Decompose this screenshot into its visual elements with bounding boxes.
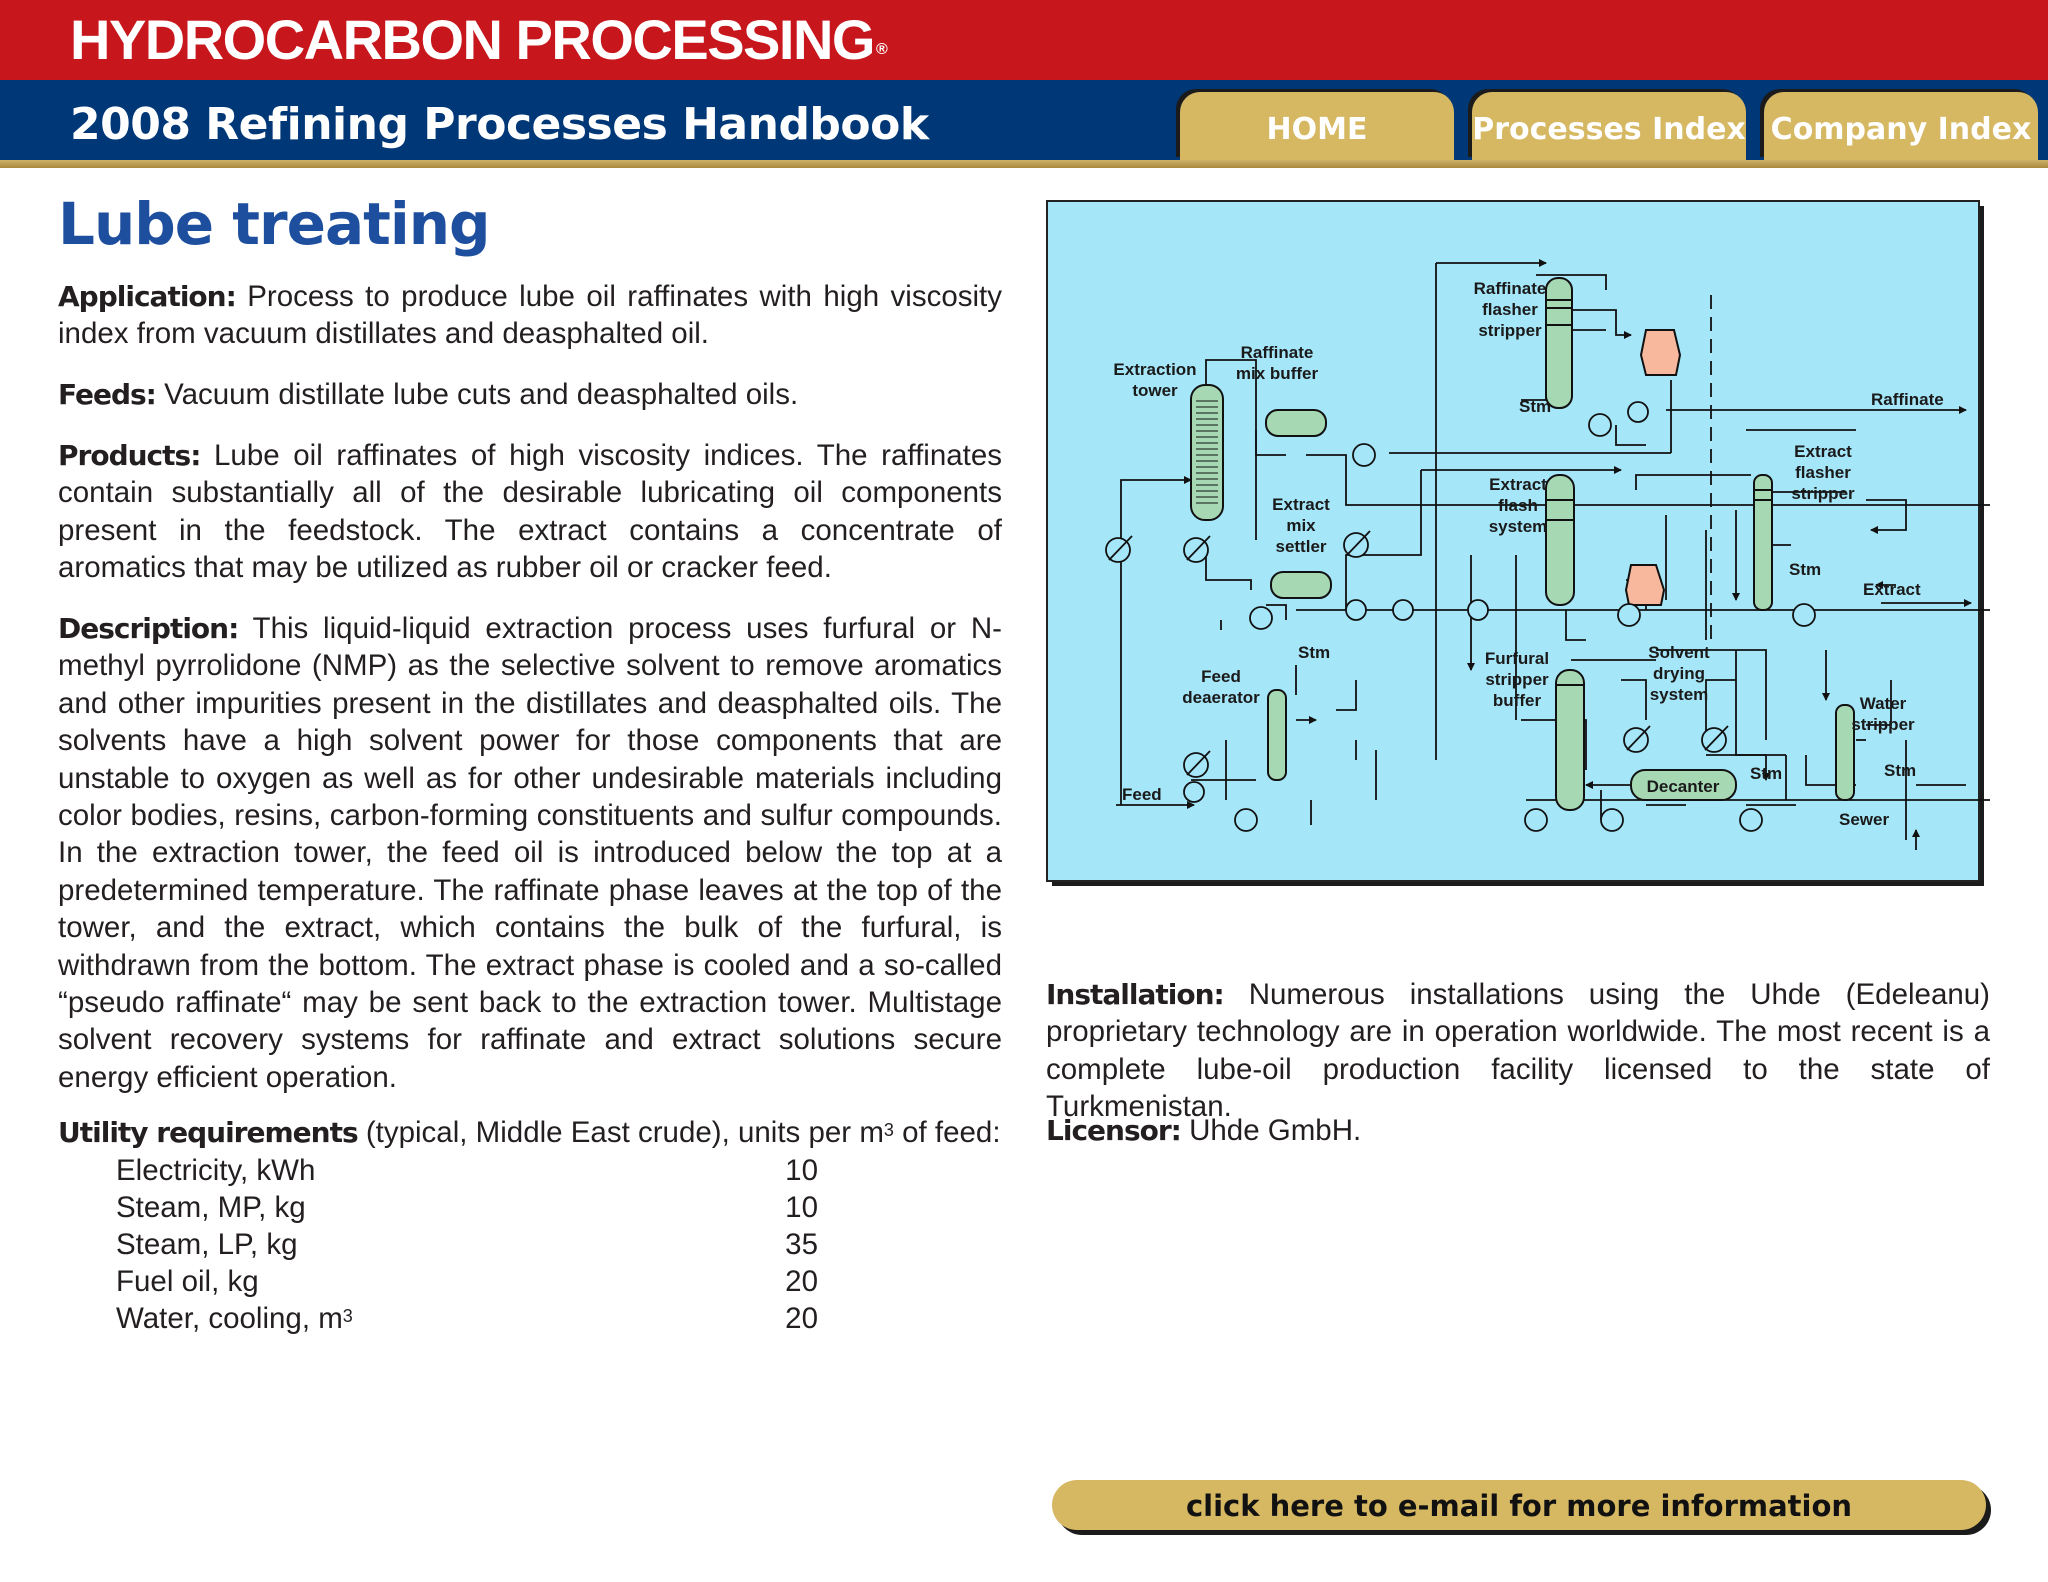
exchanger-wave-icon [1184,782,1204,802]
pump-icon [1250,607,1272,629]
feeds-paragraph [58,376,1002,413]
products-text: Lube oil raffinates of high viscosity indices. The raffinates contain substantially all of the desirable lubricating oil components present in the feedstock. The extract contains a concentrate of aromatics that may be utilized as rubber oil or cracker feed. [58,439,1002,585]
utility-value: 35 [785,1228,818,1261]
utility-row [116,1263,816,1300]
label-feed-deaerator: deaerator [1182,688,1260,707]
utility-label: Utility requirements [58,1116,358,1149]
svg-text:Furfuralstripperbuffer [1485,649,1549,710]
utility-text-a: (typical, Middle East crude), units per m [357,1116,884,1149]
utility-name: Fuel oil, kg [116,1265,259,1298]
raffinate-furnace [1641,330,1680,375]
utility-name: Steam, MP, kg [116,1191,306,1224]
label-extract-flash-system: Extract [1489,475,1547,494]
utility-text-b: of feed: [893,1116,1001,1149]
description-paragraph [58,610,1002,1096]
pump-icon [1353,444,1375,466]
licensor-text: Uhde GmbH. [1180,1114,1362,1147]
label-extract-flasher-stripper: Extract [1794,442,1852,461]
installation-text: Numerous installations using the Uhde (Edeleanu) proprietary technology are in operation worldwide. The most recent is a complete lube-oil production facility licensed to the state of Turkmenistan. [1046,978,1990,1124]
label-solvent-drying-system: system [1649,685,1709,704]
pump-icon [1235,809,1257,831]
pump-icon [1793,604,1815,626]
installation-label: Installation: [1046,978,1224,1011]
label-raffinate-flasher-stripper: stripper [1478,321,1542,340]
label-extract-mix-settler: Extract [1272,495,1330,514]
label-extract-mix-settler: mix [1286,516,1316,535]
tab-company-index[interactable]: Company Index [1764,92,2038,160]
label-feed: Feed [1122,785,1162,804]
pump-icon [1589,414,1611,436]
utility-value: 20 [785,1265,818,1298]
label-extraction-tower: tower [1132,381,1178,400]
registered-mark: ® [875,41,887,58]
utility-name: Electricity, kWh [116,1154,316,1187]
products-paragraph [58,437,1002,587]
feed-deaerator [1268,690,1286,780]
feeds-label: Feeds: [58,378,156,411]
label-extraction-tower: Extraction [1113,360,1197,379]
svg-text:Solventdryingsystem [1648,643,1710,704]
furfural-stripper-buffer [1556,670,1584,810]
label-raffinate-flasher-stripper: flasher [1482,300,1538,319]
label-furfural-stripper-buffer: buffer [1492,691,1542,710]
exchanger-wave-icon [1628,402,1648,422]
label-sewer: Sewer [1839,810,1890,829]
label-extract-product: Extract [1863,580,1921,599]
label-feed-deaerator: Feed [1201,667,1241,686]
label-extract-flasher-stripper: flasher [1795,463,1851,482]
exchanger-wave-icon [1346,600,1366,620]
label-raffinate-product: Raffinate [1871,390,1944,409]
application-label: Application: [58,280,236,313]
licensor-paragraph [1046,1112,1990,1149]
utility-name: Steam, LP, kg [116,1228,298,1261]
brand-logo[interactable] [70,4,886,76]
tab-home[interactable]: HOME [1180,92,1454,160]
label-stm: Stm [1789,560,1822,579]
handbook-title: 2008 Refining Processes Handbook [70,99,929,150]
pump-icon [1525,809,1547,831]
description-label: Description: [58,612,239,645]
header-gold-divider [0,160,2048,168]
label-raffinate-flasher-stripper: Raffinate [1473,279,1547,298]
svg-text:Extractflasherstripper [1791,442,1855,503]
description-text: This liquid-liquid extraction process uses furfural or N-methyl pyrrolidone (NMP) as the selective solvent to remove aromatics and other impurities present in the distillates and deasphalted oils. The solvents have a high solvent power for those components that are unstable to oxygen as well as for other undesirable materials including color bodies, resins, carbon-forming constituents and sulfur compounds. In the extraction tower, the feed oil is introduced below the top at a predetermined temperature. The raffinate phase leaves at the top of the tower, and the extract, which contains the bulk of the furfural, is withdrawn from the bottom. The extract phase is cooled and a so-called “pseudo raffinate“ may be sent back to the extraction tower. Multistage solvent recovery systems for raffinate and extract solutions secure energy efficient operation. [58,612,1002,1094]
label-stm: Stm [1519,397,1552,416]
extract-mix-settler [1271,572,1331,598]
utility-sup: 3 [883,1120,894,1140]
utility-row [116,1300,816,1337]
svg-text:Raffinateflasherstripper [1474,279,1547,340]
extraction-tower-trays [1196,400,1218,505]
application-paragraph [58,278,1002,353]
utility-value: 10 [785,1154,818,1187]
label-raffinate-mix-buffer: Raffinate [1240,343,1314,362]
extract-furnace [1626,565,1664,605]
brand-name: HYDROCARBON PROCESSING [70,8,874,71]
page-title: Lube treating [58,190,490,258]
utility-value: 20 [785,1302,818,1335]
exchanger-wave-icon [1393,600,1413,620]
label-extract-flasher-stripper: stripper [1791,484,1855,503]
installation-paragraph [1046,976,1990,1126]
label-stm: Stm [1298,643,1331,662]
pump-icon [1601,809,1623,831]
pump-icon [1618,604,1640,626]
label-extract-mix-settler: settler [1275,537,1327,556]
label-furfural-stripper-buffer: stripper [1485,670,1549,689]
utility-value: 10 [785,1191,818,1224]
label-solvent-drying-system: Solvent [1648,643,1710,662]
label-decanter: Decanter [1646,777,1720,796]
tab-processes-index[interactable]: Processes Index [1472,92,1746,160]
utility-row [116,1152,816,1189]
exchanger-wave-icon [1468,600,1488,620]
products-label: Products: [58,439,201,472]
label-stm: Stm [1884,761,1917,780]
utility-row [116,1226,816,1263]
label-water-stripper: Water [1859,694,1907,713]
extract-flasher-stripper [1754,475,1772,610]
licensor-label: Licensor: [1046,1114,1181,1147]
utility-requirements-heading [58,1114,1058,1151]
feeds-text: Vacuum distillate lube cuts and deasphalted oils. [155,378,799,411]
application-text: Process to produce lube oil raffinates with high viscosity index from vacuum distillates and deasphalted oil. [58,280,1002,351]
label-solvent-drying-system: drying [1653,664,1705,683]
extract-flash-system [1546,475,1574,605]
label-extract-flash-system: flash [1498,496,1538,515]
utility-row [116,1189,816,1226]
label-furfural-stripper-buffer: Furfural [1484,649,1550,668]
raffinate-mix-buffer [1266,410,1326,436]
label-raffinate-mix-buffer: mix buffer [1235,364,1319,383]
label-water-stripper: stripper [1851,715,1915,734]
label-extract-flash-system: system [1488,517,1548,536]
email-info-button[interactable]: click here to e-mail for more information [1052,1480,1986,1530]
raffinate-flasher-stripper [1546,278,1572,408]
process-flow-diagram [1046,200,1990,890]
utility-unit-sup: 3 [342,1306,353,1326]
pump-icon [1740,809,1762,831]
label-stm: Stm [1750,764,1783,783]
utility-name: Water, cooling, m [116,1302,343,1335]
